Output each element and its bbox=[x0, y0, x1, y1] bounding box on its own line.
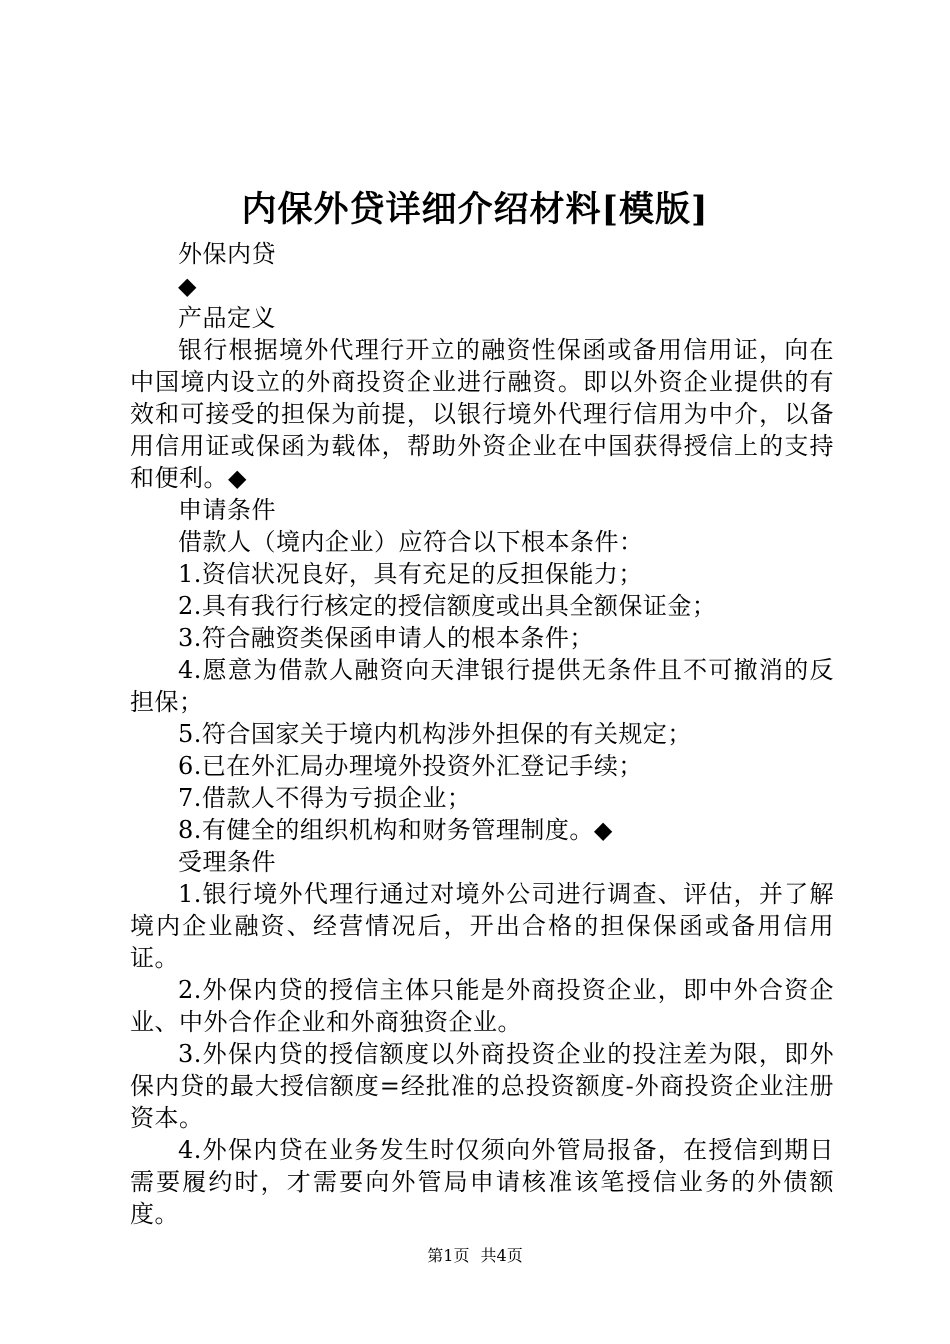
diamond-marker: ◆ bbox=[178, 272, 197, 300]
list-item: 1.银行境外代理行通过对境外公司进行调查、评估，并了解境内企业融资、经营情况后，开出合格的担保保函或备用信用证。 bbox=[130, 880, 834, 972]
page-footer bbox=[0, 1244, 950, 1268]
list-item: 8.有健全的组织机构和财务管理制度。◆ bbox=[178, 816, 613, 844]
list-item: 6.已在外汇局办理境外投资外汇登记手续； bbox=[178, 752, 643, 780]
list-item: 5.符合国家关于境内机构涉外担保的有关规定； bbox=[178, 720, 692, 748]
section-heading: 外保内贷 bbox=[178, 240, 276, 268]
body-paragraph: 借款人（境内企业）应符合以下根本条件： bbox=[178, 528, 644, 556]
document-body bbox=[130, 238, 834, 1230]
list-item: 4.外保内贷在业务发生时仅须向外管局报备，在授信到期日需要履约时，才需要向外管局申请核准该笔授信业务的外债额度。 bbox=[130, 1136, 834, 1228]
page-number: 第1页 bbox=[427, 1246, 470, 1265]
list-item: 3.外保内贷的授信额度以外商投资企业的投注差为限，即外保内贷的最大授信额度=经批准的总投资额度-外商投资企业注册资本。 bbox=[130, 1040, 834, 1132]
list-item: 1.资信状况良好，具有充足的反担保能力； bbox=[178, 560, 643, 588]
section-heading: 申请条件 bbox=[178, 496, 276, 524]
section-heading: 受理条件 bbox=[178, 848, 276, 876]
document-title: 内保外贷详细介绍材料[模版] bbox=[241, 189, 709, 230]
list-item: 2.具有我行行核定的授信额度或出具全额保证金； bbox=[178, 592, 717, 620]
body-paragraph: 银行根据境外代理行开立的融资性保函或备用信用证，向在中国境内设立的外商投资企业进行融资。即以外资企业提供的有效和可接受的担保为前提，以银行境外代理行信用为中介，以备用信用证或保函为载体，帮助外资企业在中国获得授信上的支持和便利。◆ bbox=[130, 336, 834, 492]
list-item: 2.外保内贷的授信主体只能是外商投资企业，即中外合资企业、中外合作企业和外商独资企业。 bbox=[130, 976, 834, 1036]
list-item: 7.借款人不得为亏损企业； bbox=[178, 784, 472, 812]
page-total: 共4页 bbox=[480, 1246, 523, 1265]
section-heading: 产品定义 bbox=[178, 304, 276, 332]
list-item: 4.愿意为借款人融资向天津银行提供无条件且不可撤消的反担保； bbox=[130, 656, 834, 716]
list-item: 3.符合融资类保函申请人的根本条件； bbox=[178, 624, 594, 652]
